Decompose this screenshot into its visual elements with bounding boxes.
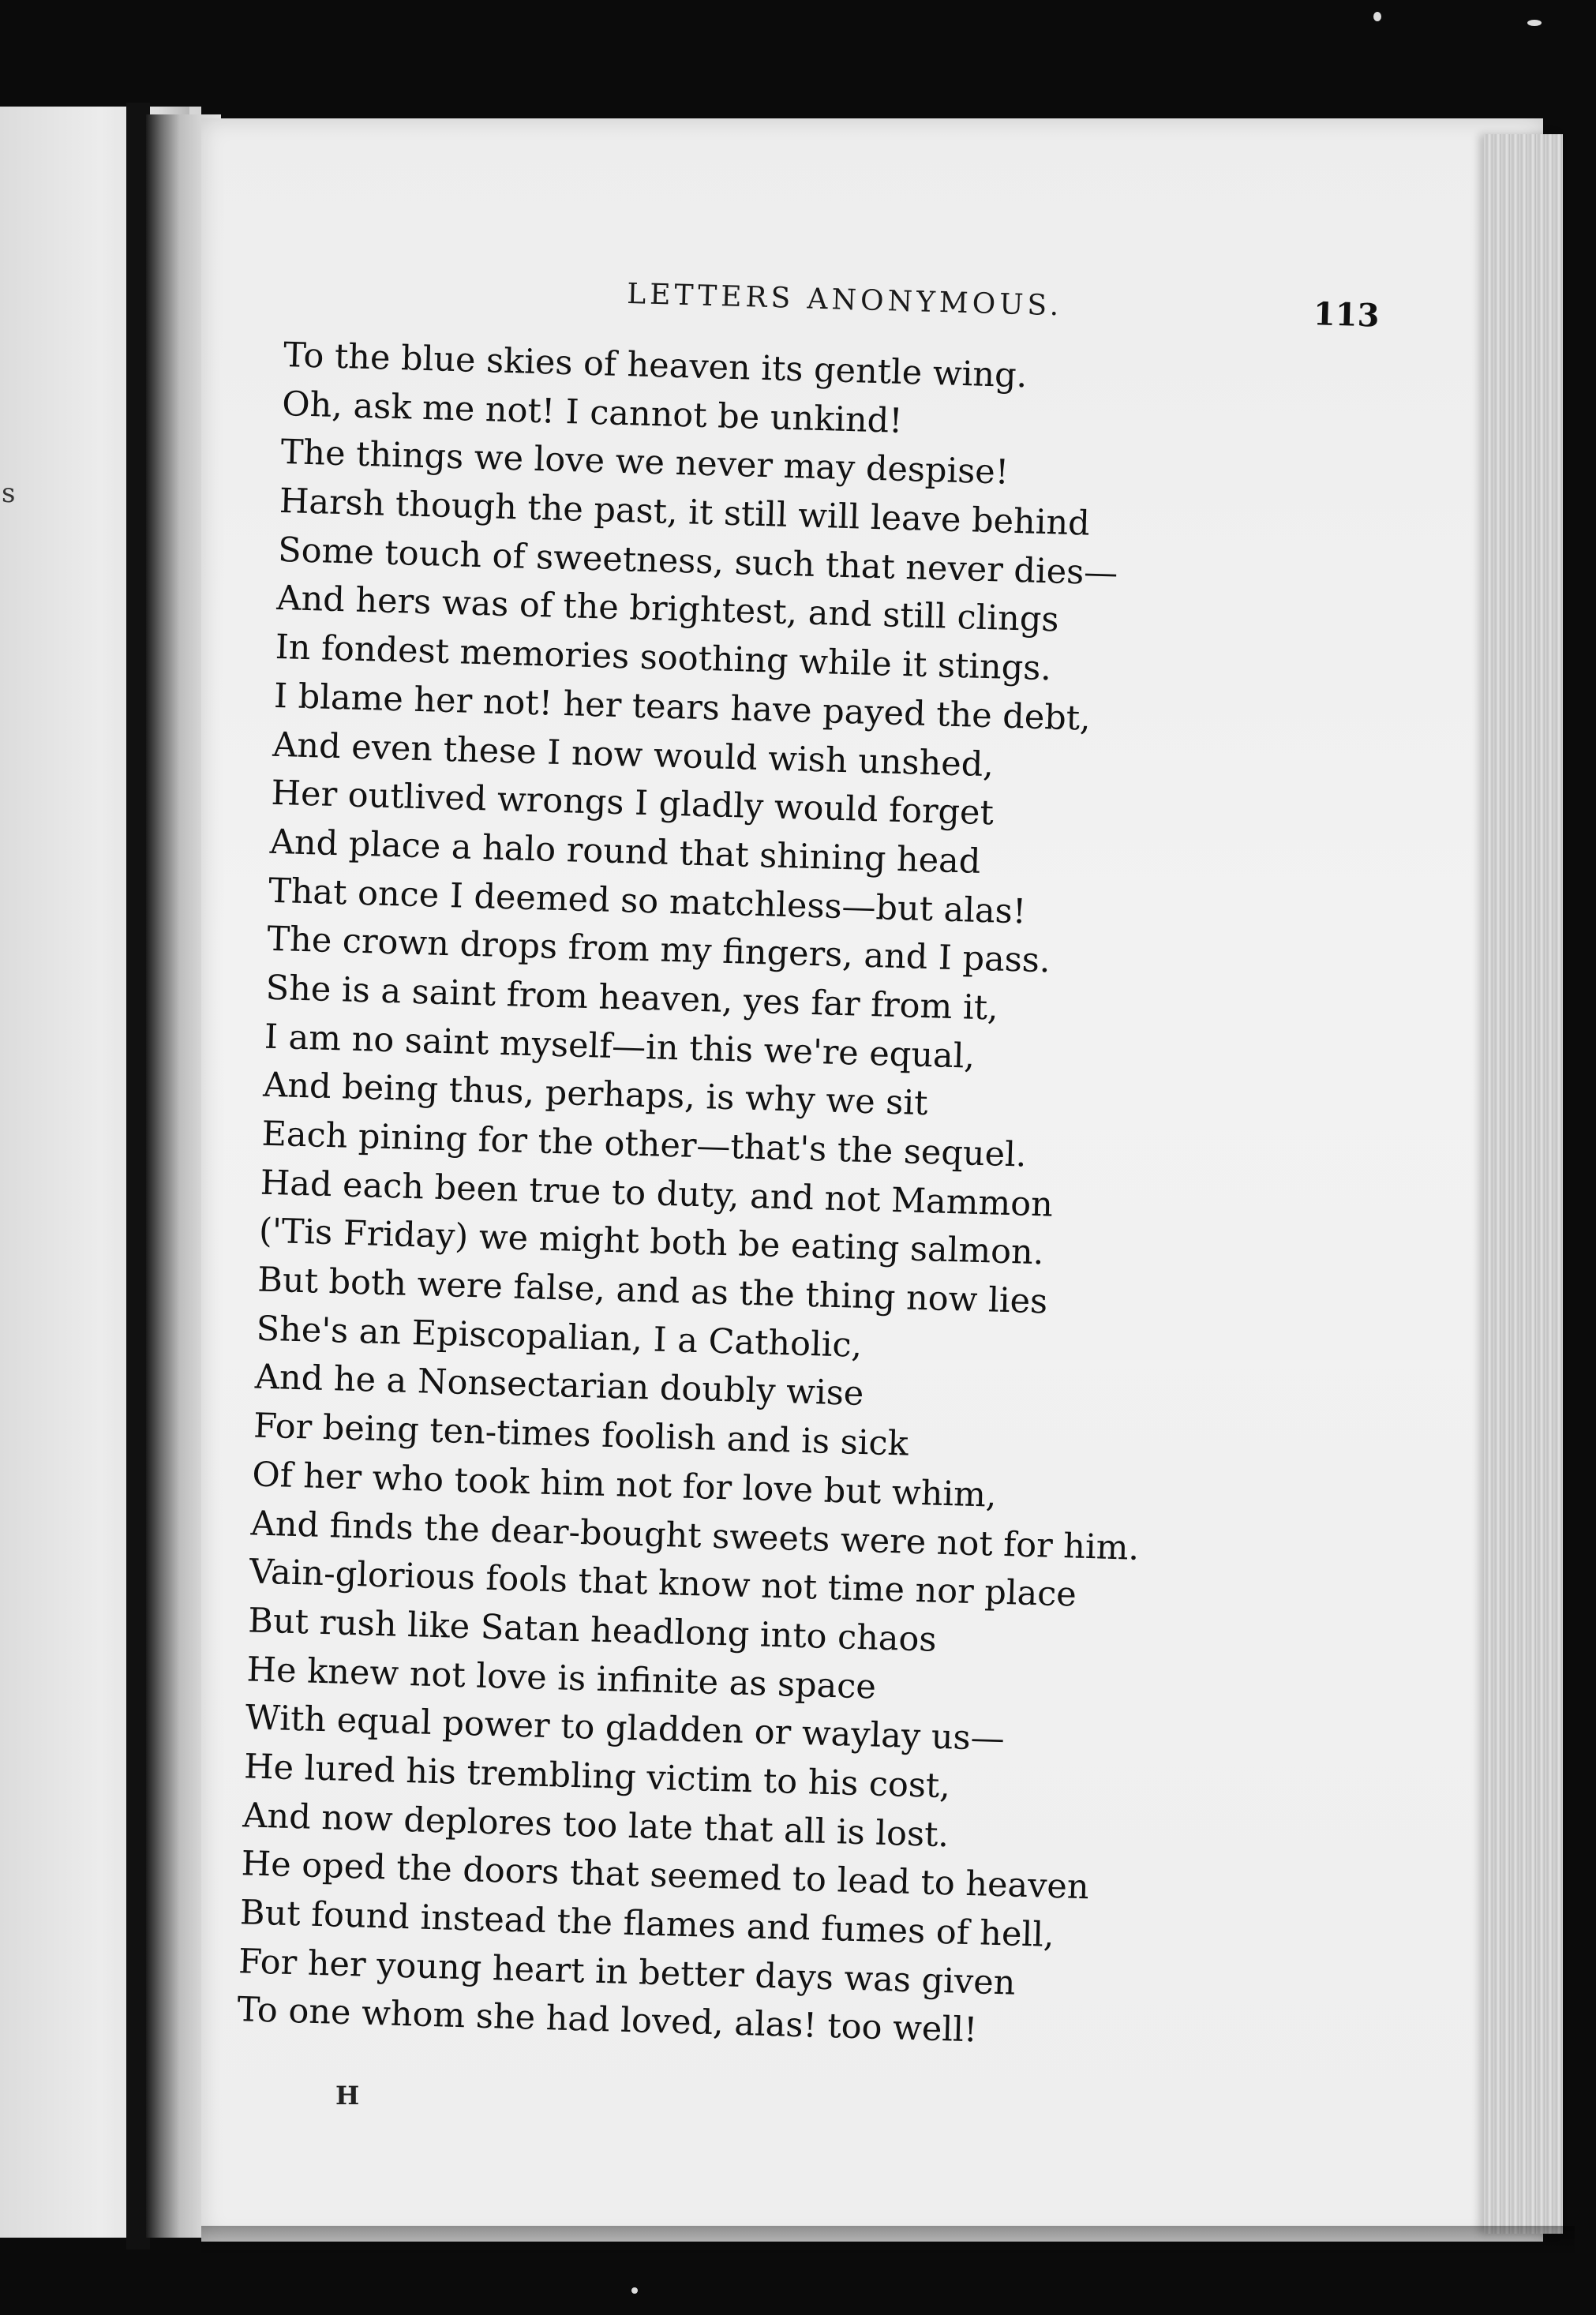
poem-line: Her outlived wrongs I gladly would forget	[270, 773, 995, 833]
poem-line: And even these I now would wish unshed,	[272, 725, 995, 785]
poem-line: And he a Nonsectarian doubly wise	[254, 1357, 864, 1414]
poem-line: He lured his trembling victim to his cost,	[243, 1747, 951, 1807]
poem-line: But both were false, and as the thing now lies	[257, 1260, 1048, 1322]
scan-speck	[631, 2287, 638, 2294]
poem-line: And finds the dear-bought sweets were not for him.	[250, 1503, 1140, 1568]
poem-line: And being thus, perhaps, is why we sit	[262, 1065, 929, 1124]
poem-line: Some touch of sweetness, such that never dies—	[277, 530, 1118, 594]
poem-line: He knew not love is infinite as space	[245, 1649, 877, 1707]
poem-line: Vain-glorious fools that know not time nor place	[249, 1552, 1077, 1615]
poem-line: To one whom she had loved, alas! too well!	[236, 1990, 978, 2051]
page-bottom-shadow	[201, 2226, 1575, 2257]
poem-line: For her young heart in better days was given	[238, 1941, 1017, 2003]
poem-line: ('Tis Friday) we might both be eating salmon.	[258, 1211, 1045, 1273]
poem-line: For being ten-times foolish and is sick	[253, 1406, 909, 1464]
scan-speck	[1373, 12, 1381, 21]
poem-line: Harsh though the past, it still will leave behind	[279, 481, 1091, 544]
poem-line: And now deplores too late that all is lost.	[242, 1795, 950, 1855]
poem-line: Each pining for the other—that's the sequel.	[260, 1114, 1028, 1175]
poem-line: But rush like Satan headlong into chaos	[247, 1601, 938, 1660]
poem-text	[237, 332, 1389, 2066]
page-edges	[1484, 134, 1563, 2234]
poem-line: And hers was of the brightest, and still clings	[275, 579, 1060, 640]
poem-line: In fondest memories soothing while it stings.	[275, 627, 1052, 689]
poem-line: To the blue skies of heaven its gentle wing.	[283, 335, 1028, 396]
page-number: 113	[1313, 295, 1381, 335]
poem-line: But found instead the flames and fumes of hell,	[239, 1893, 1055, 1956]
poem-line: The things we love we never may despise!	[280, 433, 1010, 493]
poem-line: And place a halo round that shining head	[269, 822, 982, 882]
poem-line: The crown drops from my fingers, and I pass.	[266, 919, 1051, 981]
poem-line: With equal power to gladden or waylay us—	[245, 1698, 1006, 1759]
poem-line: She is a saint from heaven, yes far from it,	[265, 968, 999, 1028]
poem-line: Had each been true to duty, and not Mammon	[260, 1163, 1054, 1225]
poem-line: I am no saint myself—in this we're equal,	[264, 1017, 976, 1077]
poem-line: He oped the doors that seemed to lead to heaven	[241, 1844, 1090, 1908]
signature-mark: H	[335, 2081, 360, 2111]
poem-line: That once I deemed so matchless—but alas!	[268, 871, 1027, 932]
poem-line: She's an Episcopalian, I a Catholic,	[256, 1309, 863, 1365]
running-head: LETTERS ANONYMOUS.	[626, 277, 1063, 323]
poem-line: Oh, ask me not! I cannot be unkind!	[281, 384, 904, 441]
left-page-edge-text: s	[2, 478, 16, 509]
scan-speck	[1527, 20, 1542, 26]
poem-line: I blame her not! her tears have payed the debt,	[273, 676, 1092, 739]
poem-line: Of her who took him not for love but whim,	[251, 1455, 998, 1515]
